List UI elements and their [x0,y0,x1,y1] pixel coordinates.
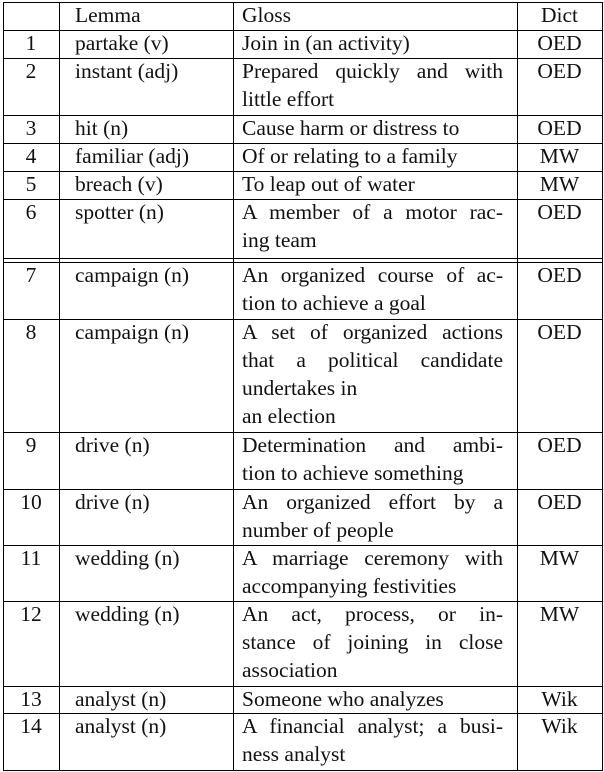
dictionary-cell: MW [539,144,580,168]
gloss-cell [242,318,503,430]
gloss-line: A set of organized actions [242,320,503,344]
gloss-cell [242,685,503,713]
gloss-line: undertakes in [242,376,358,400]
gloss-line: Join in (an activity) [242,31,410,55]
lemma-cell: hit (n) [75,116,129,140]
lemma-cell: wedding (n) [75,602,180,626]
row-number: 6 [25,200,37,224]
gloss-line: Determination and ambi- [242,433,503,457]
gloss-line: accompanying festivities [242,574,457,598]
row-number: 7 [25,263,37,287]
lemma-cell: analyst (n) [75,714,167,738]
column-rule [233,2,234,771]
header-gloss: Gloss [242,3,291,27]
lemma-cell: instant (adj) [75,59,179,83]
row-number: 3 [25,116,37,140]
row-number: 4 [25,144,37,168]
gloss-line: Someone who analyzes [242,687,444,711]
lemma-cell: drive (n) [75,433,150,457]
dictionary-cell: OED [537,59,582,83]
row-number: 11 [20,546,42,570]
row-number: 14 [20,714,42,738]
dictionary-cell: MW [539,546,580,570]
gloss-cell [242,261,503,317]
dictionary-cell: OED [537,200,582,224]
lemma-cell: campaign (n) [75,320,190,344]
gloss-line: A member of a motor rac- [242,200,503,224]
gloss-cell [242,488,503,544]
gloss-cell [242,431,503,487]
dictionary-cell: OED [537,31,582,55]
table-rule [3,770,603,771]
row-number: 1 [25,31,37,55]
gloss-line: tion to achieve a goal [242,291,426,315]
gloss-cell [242,57,503,113]
row-number: 13 [20,687,42,711]
gloss-line: Cause harm or distress to [242,116,460,140]
gloss-line: An act, process, or in- [242,602,503,626]
dictionary-cell: OED [537,116,582,140]
gloss-cell [242,114,503,142]
dictionary-cell: MW [539,602,580,626]
row-number: 9 [25,433,37,457]
gloss-cell [242,712,503,768]
row-number: 12 [20,602,42,626]
header-dict: Dict [540,3,579,27]
lemma-cell: wedding (n) [75,546,180,570]
dictionary-cell: OED [537,490,582,514]
dictionary-cell: OED [537,263,582,287]
lemma-cell: campaign (n) [75,263,190,287]
column-rule [602,2,603,771]
gloss-cell [242,544,503,600]
gloss-line: An organized course of ac- [242,263,503,287]
gloss-line: To leap out of water [242,172,415,196]
gloss-line: number of people [242,518,394,542]
gloss-cell [242,142,503,170]
lemma-cell: partake (v) [75,31,169,55]
gloss-cell [242,600,503,684]
dictionary-cell: Wik [541,714,578,738]
gloss-line: tion to achieve something [242,461,464,485]
row-number: 8 [25,320,37,344]
lemma-cell: spotter (n) [75,200,164,224]
lemma-cell: breach (v) [75,172,163,196]
table-rule [3,258,603,259]
lemma-cell: analyst (n) [75,687,167,711]
gloss-line: little effort [242,87,335,111]
gloss-line: Prepared quickly and with [242,59,503,83]
row-number: 2 [25,59,37,83]
lemma-cell: familiar (adj) [75,144,190,168]
gloss-line: an election [242,404,336,428]
gloss-line: ing team [242,228,317,252]
gloss-line: ness analyst [242,742,346,766]
gloss-line: Of or relating to a family [242,144,458,168]
gloss-line: A marriage ceremony with [242,546,503,570]
gloss-line: association [242,658,338,682]
gloss-cell [242,170,503,198]
column-rule [59,2,60,771]
gloss-line: A financial analyst; a busi- [242,714,503,738]
header-lemma: Lemma [75,3,141,27]
gloss-cell [242,29,503,57]
gloss-line: An organized effort by a [242,490,503,514]
row-number: 10 [20,490,42,514]
dictionary-cell: OED [537,320,582,344]
gloss-line: that a political candidate [242,348,503,372]
gloss-cell [242,198,503,254]
gloss-line: stance of joining in close [242,630,503,654]
row-number: 5 [25,172,37,196]
dictionary-cell: OED [537,433,582,457]
dictionary-cell: MW [539,172,580,196]
dictionary-cell: Wik [541,687,578,711]
lemma-cell: drive (n) [75,490,150,514]
